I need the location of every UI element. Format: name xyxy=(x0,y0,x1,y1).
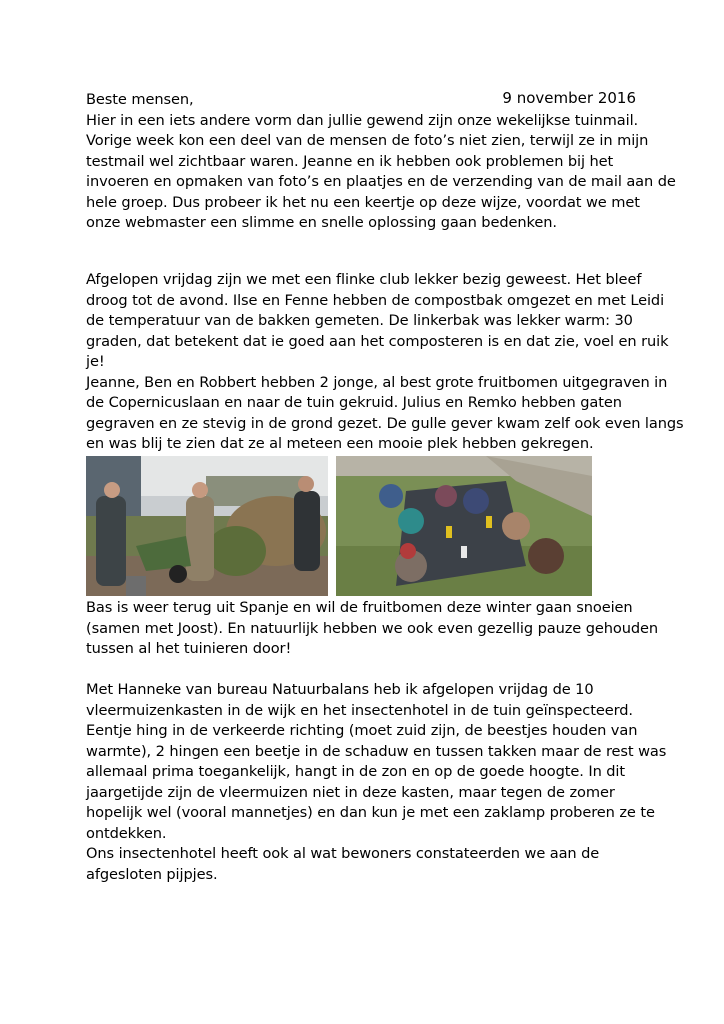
text-line: Eentje hing in de verkeerde richting (moet zuid zijn, de beestjes houden van xyxy=(86,722,638,739)
text-line: warmte), 2 hingen een beetje in de schaduw en tussen takken maar de rest was xyxy=(86,742,667,760)
text-line: graden, dat betekent dat ie goed aan het composteren is en dat zie, voel en ruik xyxy=(86,332,669,350)
text-line: droog tot de avond. Ilse en Fenne hebben de compostbak omgezet en met Leidi xyxy=(86,291,665,309)
photo-break-picnic-table xyxy=(336,456,592,596)
paragraph-greeting-intro xyxy=(86,90,676,234)
text-line: allemaal prima toegankelijk, hangt in de zon en op de goede hoogte. In dit xyxy=(86,763,626,780)
text-line: Ons insectenhotel heeft ook al wat bewoners constateerden we aan de xyxy=(86,845,600,862)
text-line: je! xyxy=(86,353,105,370)
paragraph-bat-boxes xyxy=(86,680,667,885)
text-line: Afgelopen vrijdag zijn we met een flinke club lekker bezig geweest. Het bleef xyxy=(86,271,642,288)
text-line: en was blij te zien dat ze al meteen een mooie plek hebben gekregen. xyxy=(86,435,594,452)
photo-gardening-image xyxy=(86,456,328,596)
text-line: tussen al het tuinieren door! xyxy=(86,640,292,657)
text-line: Jeanne, Ben en Robbert hebben 2 jonge, al best grote fruitbomen uitgegraven in xyxy=(86,373,668,391)
text-line: testmail wel zichtbaar waren. Jeanne en ik hebben ook problemen bij het xyxy=(86,152,614,170)
text-line: (samen met Joost). En natuurlijk hebben we ook even gezellig pauze gehouden xyxy=(86,619,659,637)
text-line: de Copernicuslaan en naar de tuin gekruid. Julius en Remko hebben gaten xyxy=(86,394,622,411)
photo-gardening-wheelbarrow xyxy=(86,456,328,596)
photo-break-image xyxy=(336,456,592,596)
paragraph-friday-work xyxy=(86,270,684,455)
text-line: Bas is weer terug uit Spanje en wil de fruitbomen deze winter gaan snoeien xyxy=(86,599,633,616)
text-line: ontdekken. xyxy=(86,824,167,842)
text-line: Met Hanneke van bureau Natuurbalans heb ik afgelopen vrijdag de 10 xyxy=(86,681,594,698)
text-line: hele groep. Dus probeer ik het nu een keertje op deze wijze, voordat we met xyxy=(86,193,640,211)
text-line: invoeren en opmaken van foto’s en plaatjes en de verzending van de mail aan de xyxy=(86,173,676,190)
text-line: de temperatuur van de bakken gemeten. De linkerbak was lekker warm: 30 xyxy=(86,312,633,329)
text-line: gegraven en ze stevig in de grond gezet. De gulle gever kwam zelf ook even langs xyxy=(86,414,684,432)
text-line: afgesloten pijpjes. xyxy=(86,865,218,883)
text-line: Vorige week kon een deel van de mensen de foto’s niet zien, terwijl ze in mijn xyxy=(86,132,649,149)
text-line: Beste mensen, xyxy=(86,91,194,108)
text-line: hopelijk wel (vooral mannetjes) en dan kun je met een zaklamp proberen ze te xyxy=(86,804,655,821)
text-line: Hier in een iets andere vorm dan jullie gewend zijn onze wekelijkse tuinmail. xyxy=(86,111,639,129)
paragraph-pruning-break xyxy=(86,598,659,660)
text-line: jaargetijde zijn de vleermuizen niet in deze kasten, maar tegen de zomer xyxy=(86,783,615,801)
letter-date: 9 november 2016 xyxy=(502,89,636,107)
text-line: onze webmaster een slimme en snelle oplossing gaan bedenken. xyxy=(86,214,557,231)
text-line: vleermuizenkasten in de wijk en het insectenhotel in de tuin geïnspecteerd. xyxy=(86,701,633,719)
